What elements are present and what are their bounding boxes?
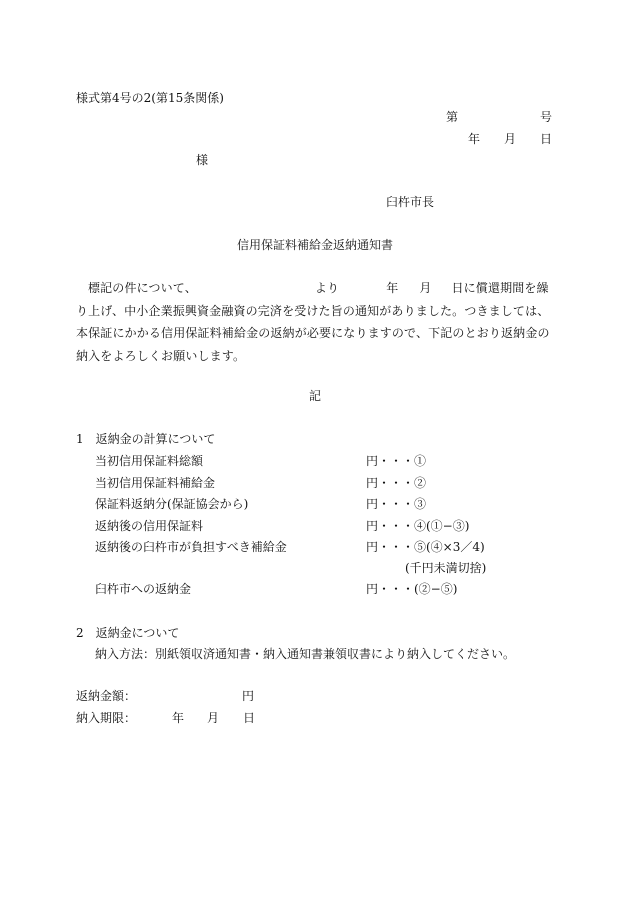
section1-heading: 1 返納金の計算について <box>76 432 216 446</box>
calc-row-label: 当初信用保証料総額 <box>95 454 204 468</box>
body-rest: 日に償還期間を繰り上げ、中小企業振興資金融資の完済を受けた旨の通知がありました。つきましては、本保証にかかる信用保証料補給金の返納が必要になりますので、下記のとおり返納金の納入をよろしくお願いします。 <box>76 281 550 363</box>
calc-row-value: 円・・・⑤(④×3／4) <box>366 540 485 554</box>
calc-row-value: 円・・・① <box>366 454 427 468</box>
issuer: 臼杵市長 <box>386 195 435 209</box>
amount-unit: 円 <box>242 689 255 703</box>
deadline-month: 月 <box>207 711 220 725</box>
calc-row-label: 返納後の臼杵市が負担すべき補給金 <box>95 540 287 554</box>
body-yori: より <box>314 281 340 295</box>
ki-label: 記 <box>309 389 322 403</box>
deadline-label: 納入期限： <box>76 711 137 725</box>
calc-row-note: (千円未満切捨) <box>405 561 487 575</box>
form-label: 様式第4号の2(第15条関係) <box>76 91 224 105</box>
calc-row-label: 返納後の信用保証料 <box>95 519 204 533</box>
calc-row-label: 当初信用保証料補給金 <box>95 476 216 490</box>
body-intro: 標記の件について、 <box>88 281 197 295</box>
deadline-day: 日 <box>243 711 256 725</box>
date-year: 年 <box>468 132 481 146</box>
calc-row-value: 円・・・(②−⑤) <box>366 582 458 596</box>
number-prefix: 第 <box>446 110 459 124</box>
document-title: 信用保証料補給金返納通知書 <box>237 238 394 252</box>
number-suffix: 号 <box>540 110 553 124</box>
calc-row-label: 臼杵市への返納金 <box>95 582 192 596</box>
body-year: 年 <box>386 281 399 295</box>
amount-label: 返納金額： <box>76 689 137 703</box>
deadline-year: 年 <box>172 711 185 725</box>
body-month: 月 <box>419 281 432 295</box>
section2-heading: 2 返納金について <box>76 626 180 640</box>
calc-row-value: 円・・・③ <box>366 497 427 511</box>
date-month: 月 <box>504 132 517 146</box>
payment-method: 納入方法：別紙領収済通知書・納入通知書兼領収書により納入してください。 <box>95 647 516 661</box>
calc-row-value: 円・・・② <box>366 476 427 490</box>
calc-row-value: 円・・・④(①−③) <box>366 519 470 533</box>
date-day: 日 <box>540 132 553 146</box>
notice-body <box>76 277 552 367</box>
addressee-suffix: 様 <box>196 153 209 167</box>
calc-row-label: 保証料返納分(保証協会から) <box>95 497 249 511</box>
